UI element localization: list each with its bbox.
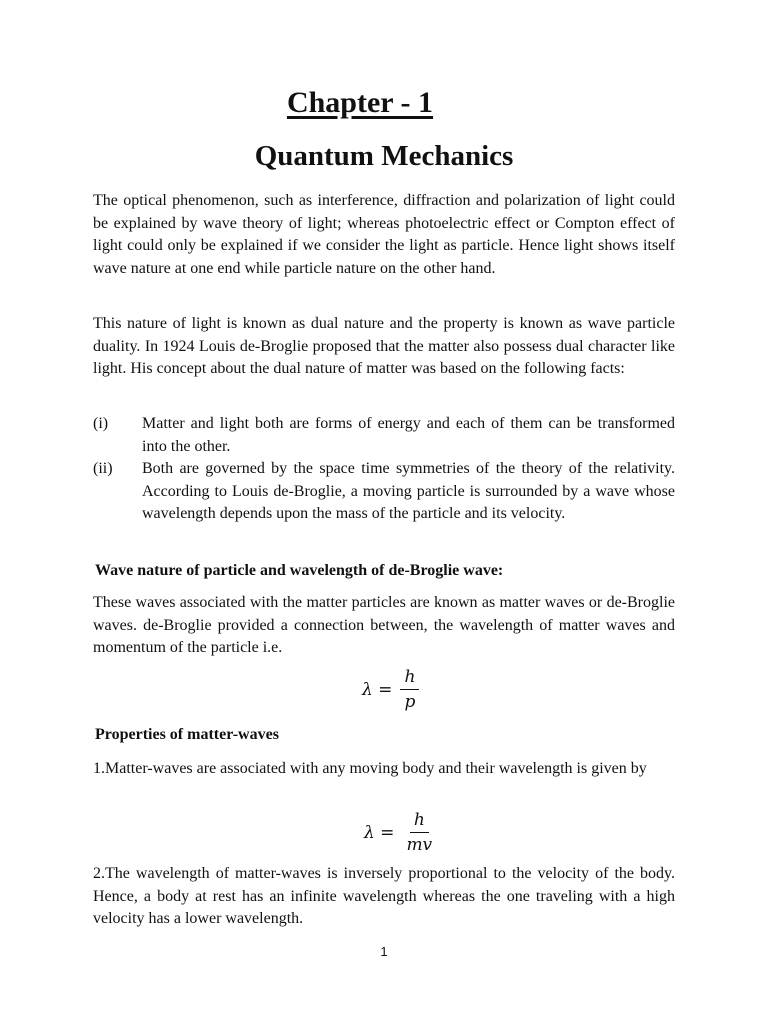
paragraph-matter-waves: These waves associated with the matter particles are known as matter waves or de-Broglie waves. de-Broglie provided a connection between, the wavelength of matter waves and momentum of the particle i.e. — [93, 594, 675, 657]
paragraph-intro: The optical phenomenon, such as interference, diffraction and polarization of light could be explained by wave theory of light; whereas photoelectric effect or Compton effect of light could only be explained if we consider the light as particle. Hence light shows itself wave nature at one end while particle nature on the other hand. — [93, 192, 675, 277]
list-item — [93, 458, 675, 526]
section-heading-properties: Properties of matter-waves — [95, 726, 279, 743]
equation-wavelength-momentum — [362, 667, 419, 712]
list-item — [93, 413, 675, 458]
equation-lhs: λ = — [364, 822, 395, 843]
main-title: Quantum Mechanics — [254, 140, 514, 172]
list-marker: (ii) — [93, 460, 113, 478]
equation-numerator: h — [400, 667, 419, 690]
page-number: 1 — [380, 944, 388, 959]
equation-numerator: h — [410, 810, 429, 833]
equation-fraction — [400, 667, 419, 712]
list-marker: (i) — [93, 415, 109, 432]
facts-list — [93, 413, 675, 526]
equation-lhs: λ = — [362, 679, 393, 700]
section-heading-wave-nature: Wave nature of particle and wavelength of de-Broglie wave: — [95, 562, 504, 579]
list-item-text: Both are governed by the space time symmetries of the theory of the relativity. According to Louis de-Broglie, a moving particle is surrounded by a wave whose wavelength depends upon the mass of the particle and its velocity. — [142, 460, 675, 523]
paragraph-property-2: 2.The wavelength of matter-waves is inversely proportional to the velocity of the body. Hence, a body at rest has an infinite wavelength whereas the one traveling with a high velocity has a lower wavelength. — [93, 865, 675, 928]
equation-denominator: mv — [406, 835, 433, 855]
paragraph-dual-nature: This nature of light is known as dual nature and the property is known as wave particle duality. In 1924 Louis de-Broglie proposed that the matter also possess dual character like light. His concept about the dual nature of matter was based on the following facts: — [93, 315, 675, 378]
equation-wavelength-mass-velocity — [364, 810, 436, 855]
equation-denominator: p — [404, 692, 416, 712]
list-item-text: Matter and light both are forms of energy and each of them can be transformed into the other. — [142, 415, 675, 455]
equation-fraction — [402, 810, 436, 855]
paragraph-property-1: 1.Matter-waves are associated with any moving body and their wavelength is given by — [93, 760, 647, 777]
chapter-title: Chapter - 1 — [286, 86, 434, 119]
